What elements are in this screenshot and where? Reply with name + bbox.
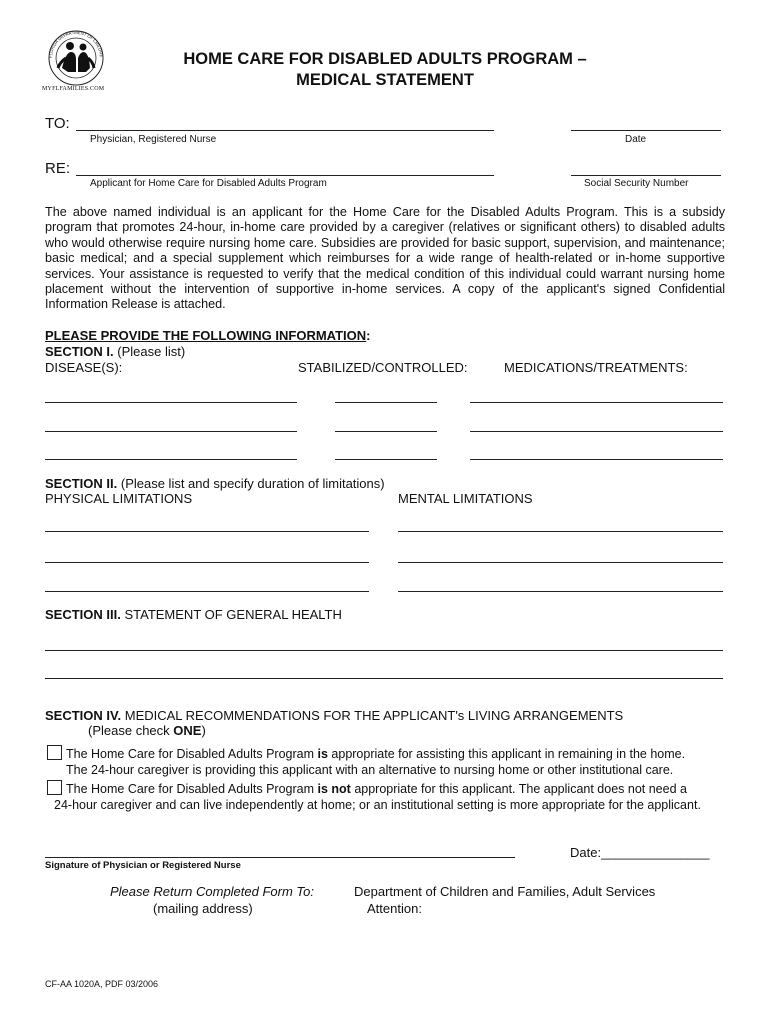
section4-heading: [45, 708, 623, 723]
general-health-field-2[interactable]: [45, 678, 723, 679]
physical-field-3[interactable]: [45, 591, 369, 592]
section1-label: SECTION I.: [45, 344, 114, 359]
to-caption: Physician, Registered Nurse: [90, 134, 217, 145]
physical-field-2[interactable]: [45, 562, 369, 563]
opt1-pre: The Home Care for Disabled Adults Program: [66, 747, 318, 761]
signature-field[interactable]: [45, 857, 515, 858]
section2-note: (Please list and specify duration of limitations): [120, 476, 385, 491]
re-caption: Applicant for Home Care for Disabled Adults Program: [90, 178, 327, 189]
title-line-1: HOME CARE FOR DISABLED ADULTS PROGRAM –: [183, 50, 587, 68]
to-date-field[interactable]: [571, 130, 721, 131]
disease-field-2[interactable]: [45, 431, 297, 432]
ssn-field[interactable]: [571, 175, 721, 176]
re-applicant-field[interactable]: [76, 175, 494, 176]
signature-date-field[interactable]: Date:_______________: [570, 845, 710, 860]
title-line-2: MEDICAL STATEMENT: [296, 71, 474, 89]
check-pre: (Please check: [88, 723, 174, 738]
ssn-caption: Social Security Number: [584, 178, 689, 189]
section2-heading: [45, 476, 385, 491]
section1-col-diseases: DISEASE(S):: [45, 360, 123, 375]
section1-heading: [45, 344, 185, 359]
instructions-heading: [45, 328, 371, 343]
section1-col-stabilized: STABILIZED/CONTROLLED:: [298, 360, 468, 375]
stabilized-field-3[interactable]: [335, 459, 437, 460]
form-id: CF-AA 1020A, PDF 03/2006: [45, 979, 159, 989]
option-appropriate-checkbox[interactable]: [47, 745, 62, 760]
option-not-appropriate-line2: 24-hour caregiver and can live independently at home; or an institutional setting is more appropriate for the applicant.: [54, 798, 701, 812]
medication-field-2[interactable]: [470, 431, 723, 432]
seal-ring-text: FLORIDA DEPARTMENT OF CHILDRE: [47, 29, 105, 59]
general-health-field-1[interactable]: [45, 650, 723, 651]
stabilized-field-1[interactable]: [335, 402, 437, 403]
to-name-field[interactable]: [76, 130, 494, 131]
mental-field-3[interactable]: [398, 591, 723, 592]
opt2-post: appropriate for this applicant. The applicant does not need a: [350, 782, 687, 796]
section2-label: SECTION II.: [45, 476, 118, 491]
return-sub: (mailing address): [153, 901, 253, 916]
section3-heading: [45, 607, 342, 622]
opt2-emph: is not: [317, 782, 351, 796]
check-post: ): [201, 723, 206, 738]
return-dept: Department of Children and Families, Adult Services: [354, 884, 656, 899]
to-label: TO:: [45, 115, 70, 132]
medication-field-1[interactable]: [470, 402, 723, 403]
instructions-text: PLEASE PROVIDE THE FOLLOWING INFORMATION: [45, 328, 367, 343]
logo-website: MYFLFAMILIES.COM: [42, 86, 105, 92]
opt1-emph: is: [317, 747, 328, 761]
opt1-post: appropriate for assisting this applicant in remaining in the home.: [327, 747, 686, 761]
medication-field-3[interactable]: [470, 459, 723, 460]
option-not-appropriate-line1: [66, 781, 751, 797]
option-not-appropriate-text: [54, 781, 751, 813]
section4-title: MEDICAL RECOMMENDATIONS FOR THE APPLICANT's LIVING ARRANGEMENTS: [124, 708, 624, 723]
opt2-pre: The Home Care for Disabled Adults Program: [66, 782, 318, 796]
disease-field-1[interactable]: [45, 402, 297, 403]
section3-title: STATEMENT OF GENERAL HEALTH: [124, 607, 342, 622]
disease-field-3[interactable]: [45, 459, 297, 460]
option-appropriate-line1: [66, 746, 736, 762]
section2-col-physical: PHYSICAL LIMITATIONS: [45, 491, 193, 506]
option-not-appropriate-checkbox[interactable]: [47, 780, 62, 795]
intro-paragraph: The above named individual is an applicant for the Home Care for the Disabled Adults Program. This is a subsidy program that promotes 24-hour, in-home care provided by a caregiver (relatives or significant others) to disabled adults who would otherwise require nursing home care. Subsidies are provided for basic support, supervision, and maintenance; basic medical; and a special supplement which reimburses for a wide range of health-related or in-home supportive services. Your assistance is requested to verify that the medical condition of this individual could warrant nursing home placement without the intervention of supportive in-home services. A copy of the applicant's signed Confidential Information Release is attached.: [45, 205, 725, 312]
section1-col-medications: MEDICATIONS/TREATMENTS:: [504, 360, 688, 375]
section1-note: (Please list): [117, 344, 186, 359]
form-title: [100, 49, 670, 91]
option-appropriate-line2: The 24-hour caregiver is providing this applicant with an alternative to nursing home or other institutional care.: [66, 763, 674, 777]
section4-instruction: [88, 723, 206, 738]
signature-caption: Signature of Physician or Registered Nurse: [45, 860, 241, 871]
section2-col-mental: MENTAL LIMITATIONS: [398, 491, 533, 506]
section3-label: SECTION III.: [45, 607, 121, 622]
mental-field-2[interactable]: [398, 562, 723, 563]
stabilized-field-2[interactable]: [335, 431, 437, 432]
section4-label: SECTION IV.: [45, 708, 122, 723]
option-appropriate-text: [66, 746, 736, 778]
mental-field-1[interactable]: [398, 531, 723, 532]
return-attention: Attention:: [367, 901, 422, 916]
date-caption: Date: [625, 134, 647, 145]
re-label: RE:: [45, 160, 71, 177]
check-one: ONE: [173, 723, 202, 738]
physical-field-1[interactable]: [45, 531, 369, 532]
instructions-colon: :: [366, 328, 371, 343]
return-label: Please Return Completed Form To:: [110, 884, 315, 899]
